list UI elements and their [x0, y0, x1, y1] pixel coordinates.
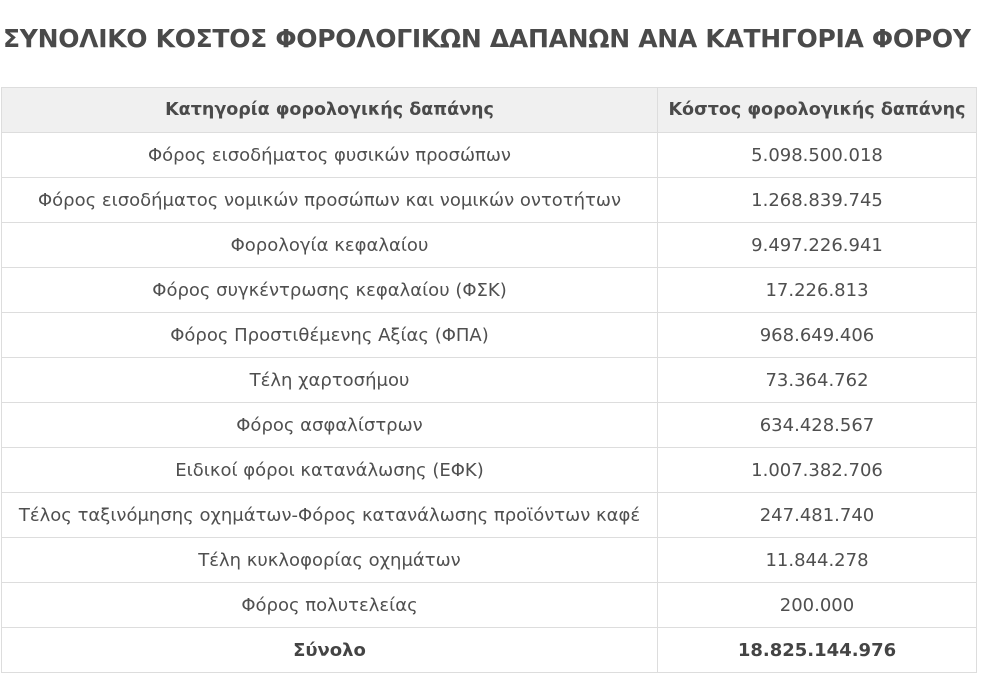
category-cell: Τέλος ταξινόμησης οχημάτων-Φόρος κατανάλωσης προϊόντων καφέ: [2, 493, 658, 538]
cost-cell: 634.428.567: [658, 403, 977, 448]
table-row: [2, 178, 977, 223]
table-row: [2, 268, 977, 313]
category-cell: Φόρος εισοδήματος φυσικών προσώπων: [2, 133, 658, 178]
table-row: [2, 538, 977, 583]
category-cell: Τέλη χαρτοσήμου: [2, 358, 658, 403]
cost-cell: 11.844.278: [658, 538, 977, 583]
cost-cell: 200.000: [658, 583, 977, 628]
table-row: [2, 583, 977, 628]
page-title: ΣΥΝΟΛΙΚΟ ΚΟΣΤΟΣ ΦΟΡΟΛΟΓΙΚΩΝ ΔΑΠΑΝΩΝ ΑΝΑ ΚΑΤΗΓΟΡΙΑ ΦΟΡΟΥ: [3, 24, 971, 53]
table-row: [2, 403, 977, 448]
table-row: [2, 493, 977, 538]
table-row: [2, 358, 977, 403]
table-row: [2, 448, 977, 493]
category-cell: Φορολογία κεφαλαίου: [2, 223, 658, 268]
cost-cell: 1.268.839.745: [658, 178, 977, 223]
category-cell: Φόρος Προστιθέμενης Αξίας (ΦΠΑ): [2, 313, 658, 358]
cost-cell: 17.226.813: [658, 268, 977, 313]
table-header-row: [2, 88, 977, 133]
category-cell: Φόρος συγκέντρωσης κεφαλαίου (ΦΣΚ): [2, 268, 658, 313]
cost-cell: 5.098.500.018: [658, 133, 977, 178]
total-row: [2, 628, 977, 673]
cost-cell: 1.007.382.706: [658, 448, 977, 493]
cost-cell: 9.497.226.941: [658, 223, 977, 268]
table-row: [2, 313, 977, 358]
table-row: [2, 223, 977, 268]
tax-expenditure-table: [1, 87, 977, 673]
category-cell: Ειδικοί φόροι κατανάλωσης (ΕΦΚ): [2, 448, 658, 493]
cost-cell: 247.481.740: [658, 493, 977, 538]
category-cell: Φόρος ασφαλίστρων: [2, 403, 658, 448]
cost-cell: 968.649.406: [658, 313, 977, 358]
total-label: Σύνολο: [2, 628, 658, 673]
category-cell: Φόρος πολυτελείας: [2, 583, 658, 628]
table-row: [2, 133, 977, 178]
cost-cell: 73.364.762: [658, 358, 977, 403]
total-value: 18.825.144.976: [658, 628, 977, 673]
category-cell: Τέλη κυκλοφορίας οχημάτων: [2, 538, 658, 583]
category-cell: Φόρος εισοδήματος νομικών προσώπων και νομικών οντοτήτων: [2, 178, 658, 223]
header-cost: Κόστος φορολογικής δαπάνης: [658, 88, 977, 133]
header-category: Κατηγορία φορολογικής δαπάνης: [2, 88, 658, 133]
